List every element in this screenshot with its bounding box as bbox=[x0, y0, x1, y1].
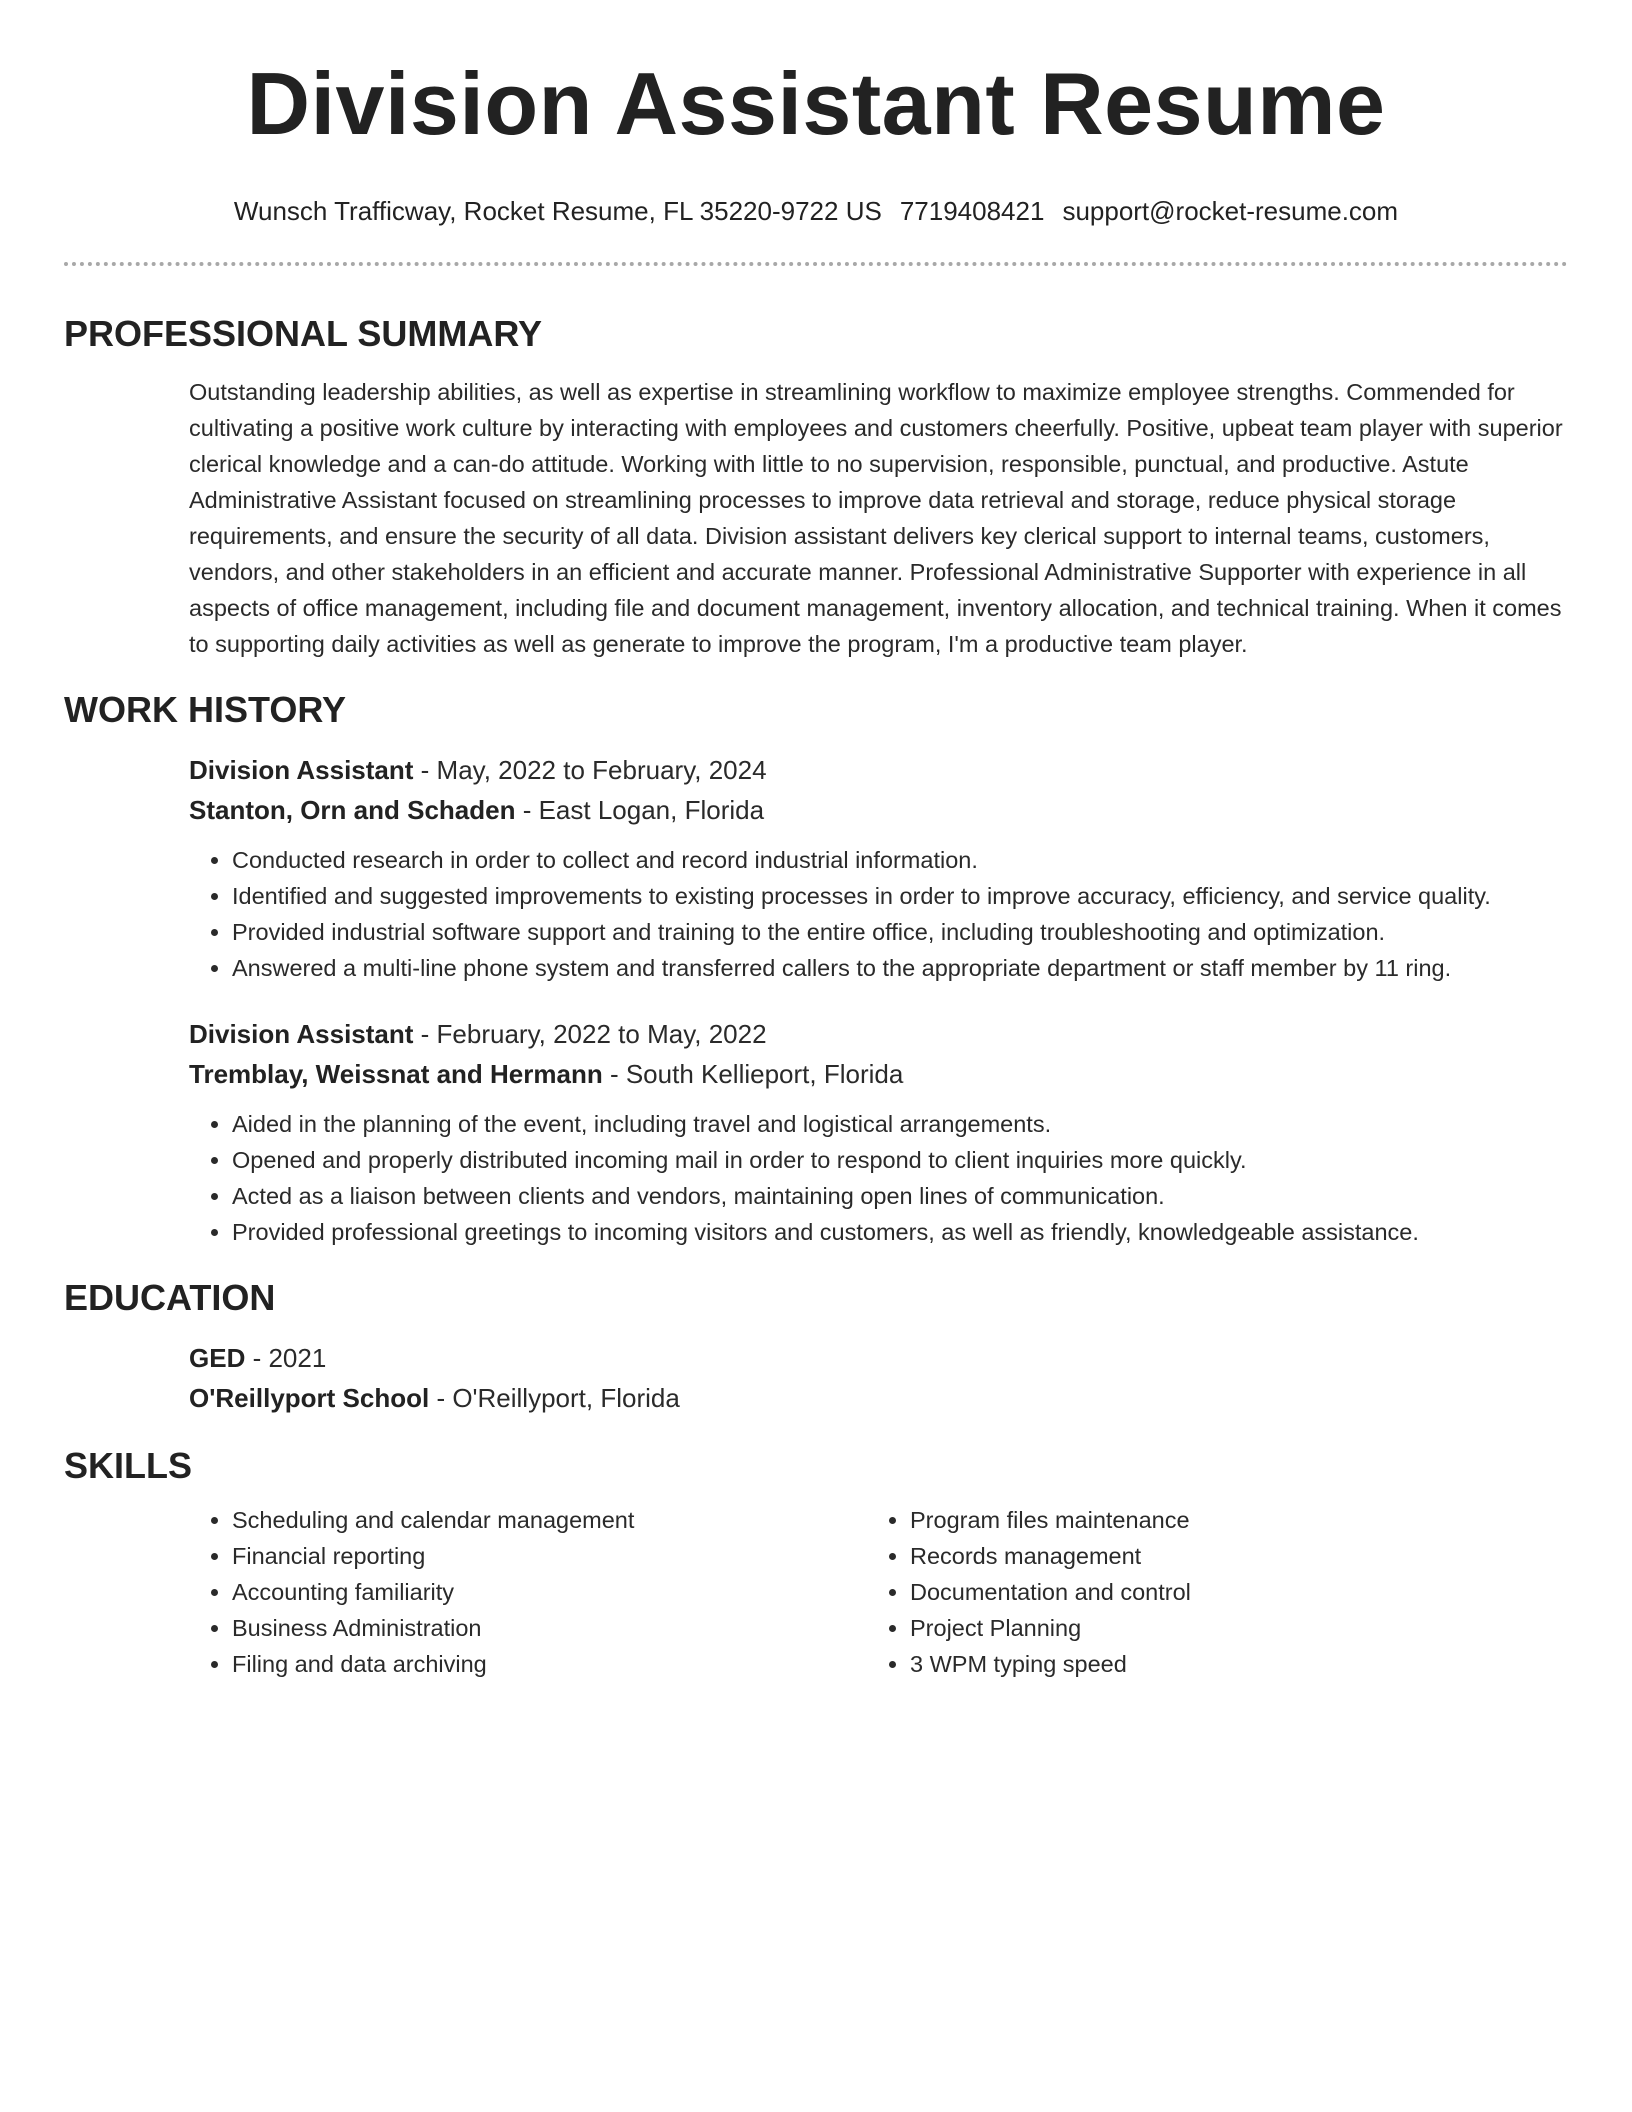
job-duty: • Conducted research in order to collect and record industrial information. bbox=[232, 842, 1566, 878]
contact-email: support@rocket-resume.com bbox=[1062, 196, 1399, 226]
job-entry bbox=[189, 750, 1566, 986]
job-duty: • Opened and properly distributed incoming mail in order to respond to client inquiries more quickly. bbox=[232, 1142, 1566, 1178]
job-duty: • Identified and suggested improvements to existing processes in order to improve accuracy, efficiency, and service quality. bbox=[232, 878, 1566, 914]
skill-item: • 3 WPM typing speed bbox=[910, 1646, 1545, 1682]
job-company-line bbox=[189, 790, 1566, 830]
job-duties bbox=[189, 1106, 1566, 1250]
job-location: - South Kellieport, Florida bbox=[602, 1059, 904, 1089]
job-company: Tremblay, Weissnat and Hermann bbox=[189, 1059, 603, 1089]
skills-column-right bbox=[867, 1502, 1545, 1682]
contact-line bbox=[64, 194, 1568, 228]
education-location: - O'Reillyport, Florida bbox=[429, 1383, 680, 1413]
job-duties bbox=[189, 842, 1566, 986]
section-title-skills: SKILLS bbox=[64, 1445, 193, 1486]
education-degree: GED bbox=[189, 1343, 246, 1373]
contact-phone: 7719408421 bbox=[899, 196, 1045, 226]
resume-title: Division Assistant Resume bbox=[246, 54, 1386, 153]
job-entry bbox=[189, 1014, 1566, 1250]
job-dates: - February, 2022 to May, 2022 bbox=[413, 1019, 767, 1049]
job-duty: • Answered a multi-line phone system and transferred callers to the appropriate department or staff member by 11 ring. bbox=[232, 950, 1566, 986]
job-duty: • Provided professional greetings to incoming visitors and customers, as well as friendly, knowledgeable assistance. bbox=[232, 1214, 1566, 1250]
skill-item: • Business Administration bbox=[232, 1610, 867, 1646]
header-divider bbox=[64, 262, 1568, 266]
skill-item: • Documentation and control bbox=[910, 1574, 1545, 1610]
skill-item: • Accounting familiarity bbox=[232, 1574, 867, 1610]
education-year: - 2021 bbox=[245, 1343, 327, 1373]
skill-item: • Scheduling and calendar management bbox=[232, 1502, 867, 1538]
job-location: - East Logan, Florida bbox=[515, 795, 765, 825]
skill-item: • Financial reporting bbox=[232, 1538, 867, 1574]
job-role: Division Assistant bbox=[189, 1019, 414, 1049]
summary-text: Outstanding leadership abilities, as well as expertise in streamlining workflow to maximize employee strengths. Commended for cultivating a positive work culture by interacting with employees and customers cheerfully. Positive, upbeat team player with superior clerical knowledge and a can-do attitude. Working with little to no supervision, responsible, punctual, and productive. Astute Administrative Assistant focused on streamlining processes to improve data retrieval and storage, reduce physical storage requirements, and ensure the security of all data. Division assistant delivers key clerical support to internal teams, customers, vendors, and other stakeholders in an efficient and accurate manner. Professional Administrative Supporter with experience in all aspects of office management, including file and document management, inventory allocation, and technical training. When it comes to supporting daily activities as well as generate to improve the program, I'm a productive team player. bbox=[189, 379, 1563, 657]
section-title-education: EDUCATION bbox=[64, 1277, 276, 1318]
education-school-line bbox=[189, 1378, 1566, 1418]
education-entry bbox=[64, 1338, 1568, 1418]
job-title-line bbox=[189, 1014, 1566, 1054]
skills-list bbox=[189, 1502, 1566, 1682]
skill-item: • Records management bbox=[910, 1538, 1545, 1574]
job-company-line bbox=[189, 1054, 1566, 1094]
education-school: O'Reillyport School bbox=[189, 1383, 430, 1413]
job-company: Stanton, Orn and Schaden bbox=[189, 795, 516, 825]
job-title-line bbox=[189, 750, 1566, 790]
contact-address: Wunsch Trafficway, Rocket Resume, FL 35220-9722 US bbox=[233, 196, 882, 226]
skill-item: • Project Planning bbox=[910, 1610, 1545, 1646]
skills-column-left bbox=[189, 1502, 867, 1682]
skill-item: • Filing and data archiving bbox=[232, 1646, 867, 1682]
job-duty: • Aided in the planning of the event, including travel and logistical arrangements. bbox=[232, 1106, 1566, 1142]
job-dates: - May, 2022 to February, 2024 bbox=[413, 755, 767, 785]
education-degree-line bbox=[189, 1338, 1566, 1378]
skill-item: • Program files maintenance bbox=[910, 1502, 1545, 1538]
job-role: Division Assistant bbox=[189, 755, 414, 785]
job-duty: • Acted as a liaison between clients and vendors, maintaining open lines of communication. bbox=[232, 1178, 1566, 1214]
section-title-work-history: WORK HISTORY bbox=[64, 689, 347, 730]
work-history bbox=[64, 750, 1568, 1250]
section-title-summary: PROFESSIONAL SUMMARY bbox=[64, 313, 543, 354]
job-duty: • Provided industrial software support and training to the entire office, including troubleshooting and optimization. bbox=[232, 914, 1566, 950]
